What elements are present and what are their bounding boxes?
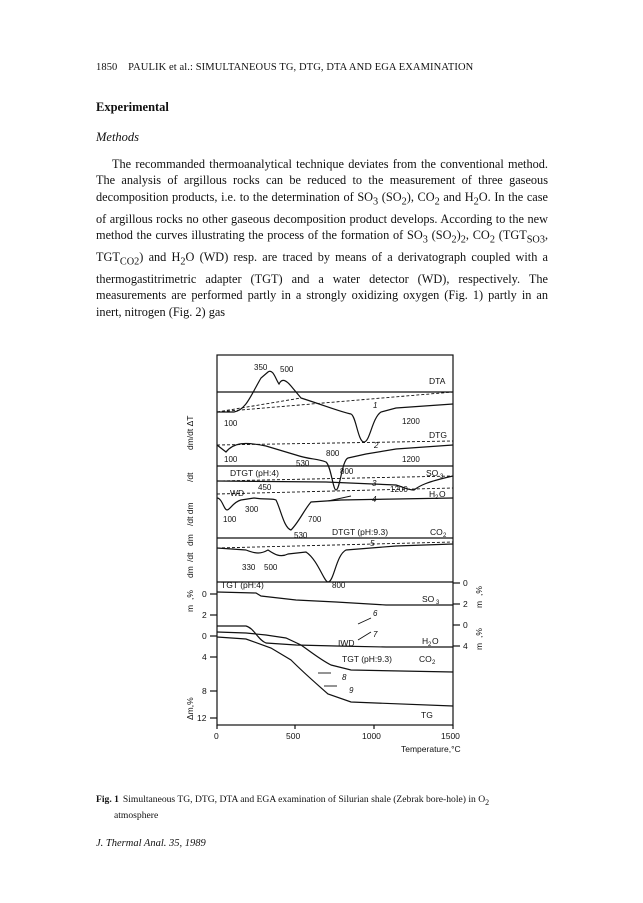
thermoanalytical-curves-figure bbox=[96, 350, 556, 790]
svg-text:500: 500 bbox=[280, 365, 294, 374]
label-iwd: IWD bbox=[338, 638, 355, 648]
svg-text:300: 300 bbox=[245, 505, 259, 514]
plot-frame bbox=[217, 355, 453, 725]
label-h2o-bottom: H bbox=[422, 636, 429, 646]
caption-text-2: atmosphere bbox=[114, 809, 159, 821]
mark-5: 5 bbox=[370, 539, 375, 548]
svg-text:800: 800 bbox=[340, 467, 354, 476]
page-number: 1850 bbox=[96, 62, 118, 73]
mark-3: 3 bbox=[372, 479, 377, 488]
label-so3-top: SO bbox=[426, 468, 439, 478]
svg-text:1200: 1200 bbox=[402, 417, 420, 426]
svg-text:1500: 1500 bbox=[441, 731, 460, 741]
svg-text:3: 3 bbox=[436, 600, 440, 606]
mark-6: 6 bbox=[373, 609, 378, 618]
svg-text:O: O bbox=[439, 489, 446, 499]
svg-text:700: 700 bbox=[308, 515, 322, 524]
svg-text:1200: 1200 bbox=[390, 485, 408, 494]
svg-text:/dt: /dt bbox=[185, 552, 195, 562]
label-so3-bottom: SO bbox=[422, 594, 435, 604]
wd-curve bbox=[217, 498, 453, 530]
body-paragraph bbox=[96, 156, 548, 320]
svg-text:100: 100 bbox=[224, 419, 238, 428]
label-tgt-ph93: TGT (pH:9.3) bbox=[342, 654, 392, 664]
svg-text:2: 2 bbox=[435, 495, 439, 501]
mark-2: 2 bbox=[374, 441, 379, 450]
label-tgt-ph4: TGT (pH:4) bbox=[221, 580, 264, 590]
running-header bbox=[96, 62, 473, 73]
label-dtg: DTG bbox=[429, 430, 447, 440]
tgt-ph93-curve bbox=[217, 632, 453, 672]
label-dtgt-ph4: DTGT (pH:4) bbox=[230, 468, 279, 478]
iwd-curve bbox=[217, 626, 453, 647]
ylabel-m-h2o: m bbox=[185, 604, 195, 612]
figure-caption: Fig. 1 Simultaneous TG, DTG, DTA and EGA examination of Silurian shale (Zebrak bore-hole) in $O_2$ atmosphere bbox=[96, 793, 544, 822]
svg-text:/dt: /dt bbox=[185, 472, 195, 482]
caption-label: Fig. 1 bbox=[96, 794, 119, 805]
label-co2-top: CO bbox=[430, 527, 443, 537]
svg-text:12: 12 bbox=[197, 713, 207, 723]
label-co2-bottom: CO bbox=[419, 654, 432, 664]
svg-text:0: 0 bbox=[202, 631, 207, 641]
svg-text:,%: ,% bbox=[185, 590, 195, 600]
svg-text:530: 530 bbox=[296, 459, 310, 468]
journal-footer: J. Thermal Anal. 35, 1989 bbox=[96, 838, 206, 849]
mark-1: 1 bbox=[373, 401, 378, 410]
svg-text:450: 450 bbox=[258, 483, 272, 492]
svg-text:1000: 1000 bbox=[362, 731, 381, 741]
mark-4: 4 bbox=[372, 495, 377, 504]
svg-text:,%: ,% bbox=[474, 586, 484, 596]
ylabel-dm-co2: dm bbox=[185, 566, 195, 578]
label-wd: WD bbox=[230, 488, 245, 498]
svg-text:8: 8 bbox=[202, 686, 207, 696]
caption-text: Simultaneous TG, DTG, DTA and EGA examination of Silurian shale (Zebrak bore-hole) in O bbox=[122, 794, 486, 805]
svg-text:2: 2 bbox=[463, 599, 468, 609]
svg-text:2: 2 bbox=[432, 660, 436, 666]
svg-text:4: 4 bbox=[463, 641, 468, 651]
svg-text:/dt dm: /dt dm bbox=[185, 502, 195, 526]
svg-text:1200: 1200 bbox=[402, 455, 420, 464]
x-axis-label: Temperature,°C bbox=[401, 744, 461, 754]
running-title: PAULIK et al.: SIMULTANEOUS TG, DTG, DTA AND EGA EXAMINATION bbox=[128, 62, 474, 73]
subsection-title: Methods bbox=[96, 130, 140, 144]
section-title: Experimental bbox=[96, 100, 169, 114]
figure-1 bbox=[96, 350, 556, 790]
svg-text:330: 330 bbox=[242, 563, 256, 572]
svg-text:100: 100 bbox=[224, 455, 238, 464]
svg-text:2: 2 bbox=[202, 610, 207, 620]
tgt-ph4-curve bbox=[217, 592, 453, 605]
ylabel-m-so3: m bbox=[474, 600, 484, 608]
ylabel-m-co2: m bbox=[474, 642, 484, 650]
svg-text:800: 800 bbox=[326, 449, 340, 458]
paragraph-text: The recommanded thermoanalytical technique deviates from the conventional method. The analysis of argillous rocks can be reduced to the measurement of three gaseous decomposition products, i.e. to the determination of $SO_3$ $(SO_2)$, $CO_2$ and $H_2O$. In the case of argillous rocks no other gaseous decomposition product develops. According to the new method the curves illustrating the process of the formation of $SO_3$ $(SO_2)_2$, $CO_2$ ($TGT_{SO3}$, $TGT_{CO2}$) and $H_2O$ (WD) resp. are traced by means of a derivatograph coupled with a thermogastitrimetric adapter (TGT) and a water detector (WD), respectively. The measurements are performed partly in a strongly oxidizing oxygen (Fig. 1) partly in an inert, nitrogen (Fig. 2) gas bbox=[96, 157, 549, 319]
svg-text:0: 0 bbox=[463, 620, 468, 630]
svg-text:100: 100 bbox=[223, 515, 237, 524]
svg-text:4: 4 bbox=[202, 652, 207, 662]
svg-text:500: 500 bbox=[286, 731, 301, 741]
svg-text:500: 500 bbox=[264, 563, 278, 572]
dta-curve bbox=[217, 371, 453, 442]
svg-text:O: O bbox=[432, 636, 439, 646]
svg-text:0: 0 bbox=[214, 731, 219, 741]
svg-text:350: 350 bbox=[254, 363, 268, 372]
label-tg: TG bbox=[421, 710, 433, 720]
mark-8: 8 bbox=[342, 673, 347, 682]
svg-text:,%: ,% bbox=[474, 628, 484, 638]
svg-text:0: 0 bbox=[202, 589, 207, 599]
ylabel-dm-dt-delta-t: dm/dt ΔT bbox=[185, 415, 195, 450]
svg-text:0: 0 bbox=[463, 578, 468, 588]
ylabel-delta-m: Δm,% bbox=[185, 697, 195, 720]
svg-text:3: 3 bbox=[440, 474, 444, 480]
label-h2o-top: H bbox=[429, 489, 436, 499]
mark-7: 7 bbox=[373, 630, 378, 639]
svg-text:800: 800 bbox=[332, 581, 346, 590]
svg-text:2: 2 bbox=[443, 533, 447, 539]
mark-9: 9 bbox=[349, 686, 354, 695]
label-dta: DTA bbox=[429, 376, 446, 386]
svg-text:2: 2 bbox=[428, 642, 432, 648]
ylabel-dm-h2o: dm bbox=[185, 534, 195, 546]
svg-text:530: 530 bbox=[294, 531, 308, 540]
label-dtgt-ph93: DTGT (pH:9.3) bbox=[332, 527, 389, 537]
